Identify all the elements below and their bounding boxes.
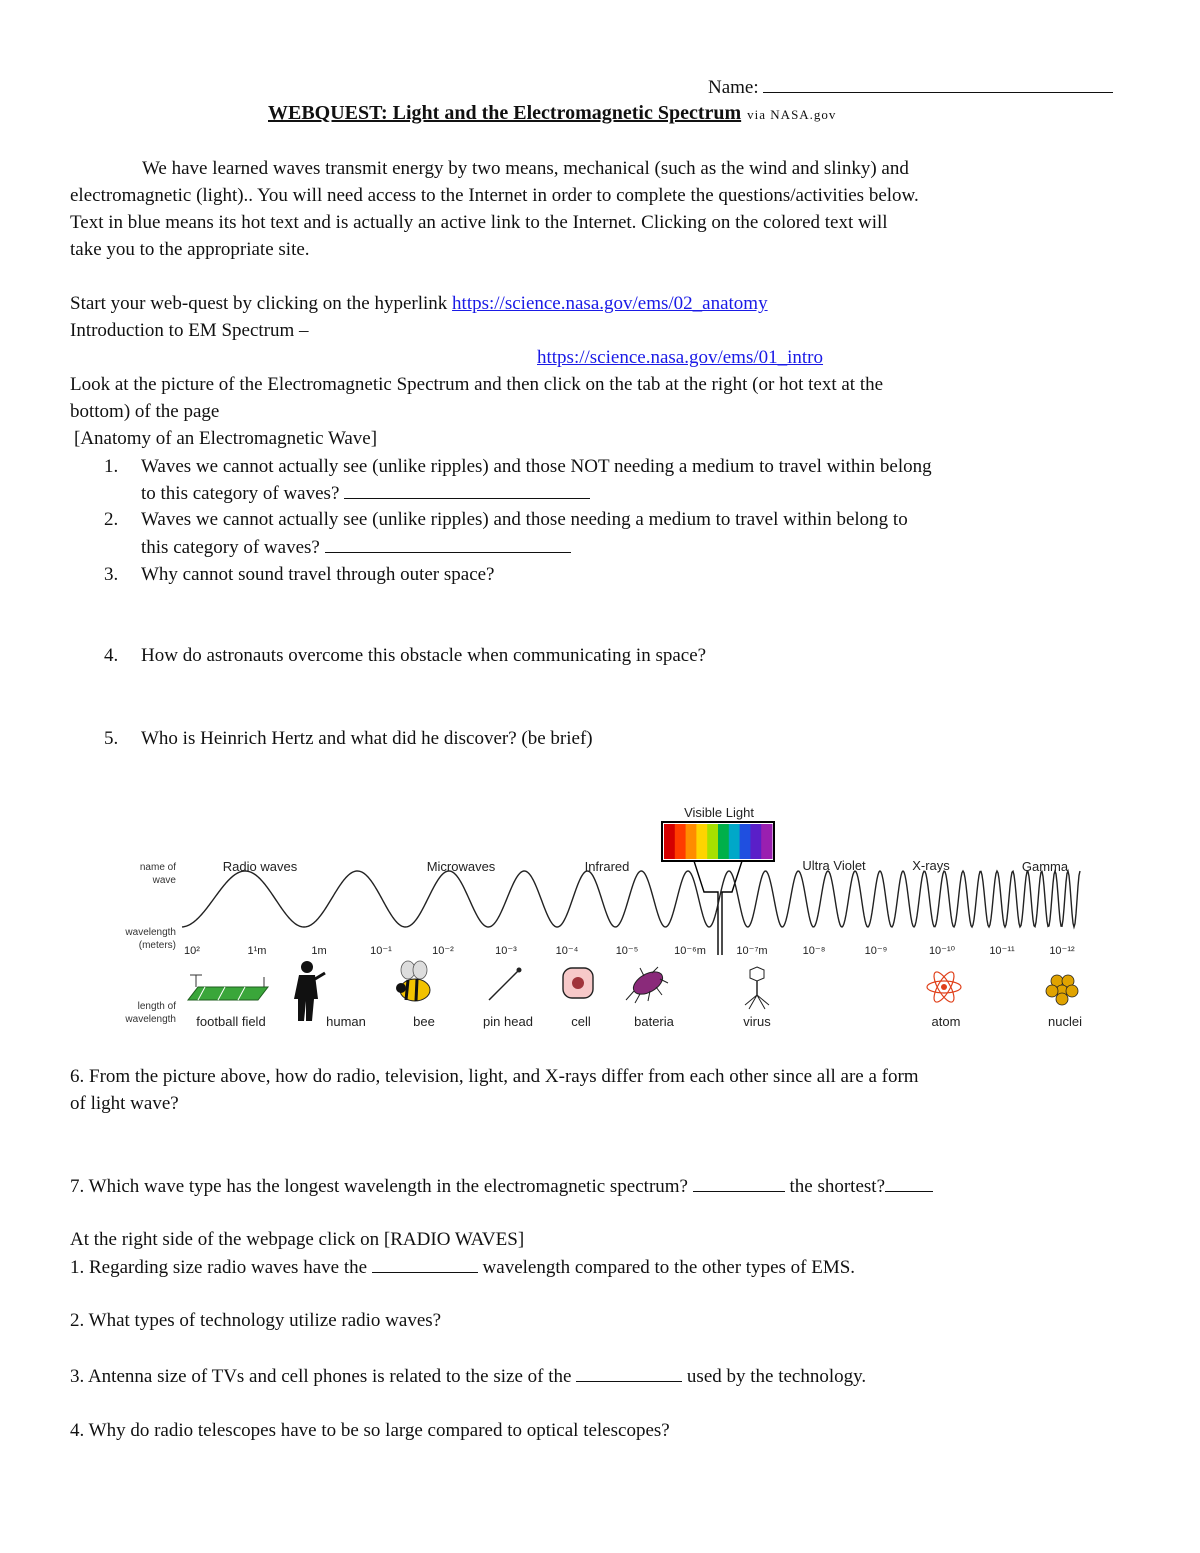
spectrum-bands xyxy=(664,824,773,859)
start-text: Start your web-quest by clicking on the hyperlink xyxy=(70,293,453,314)
anatomy-link[interactable]: https://science.nasa.gov/ems/02_anatomy xyxy=(452,293,768,314)
spectrum-band xyxy=(718,824,729,859)
wavelength-tick-label: 10⁻⁶m xyxy=(674,945,706,957)
object-label: human xyxy=(326,1014,366,1029)
wave-name-ultraviolet: Ultra Violet xyxy=(802,858,866,873)
look-line-1: Look at the picture of the Electromagnetic Spectrum and then click on the tab at the right (or hot text at the xyxy=(70,374,884,395)
intro-line-2: electromagnetic (light).. You will need access to the Internet in order to complete the questions/activities below. xyxy=(70,185,919,206)
object-label: atom xyxy=(931,1014,961,1029)
answer-blank[interactable] xyxy=(344,480,590,499)
question-text: Why cannot sound travel through outer space? xyxy=(141,564,495,585)
spectrum-band xyxy=(750,824,761,859)
wavelength-tick-label: 1¹m xyxy=(247,945,267,957)
spectrum-band xyxy=(686,824,697,859)
wavelength-tick-label: 10⁻⁷m xyxy=(736,945,768,957)
object-label: virus xyxy=(743,1014,771,1029)
question-6-line-1: 6. From the picture above, how do radio, television, light, and X-rays differ from each other since all are a form xyxy=(70,1066,919,1087)
question-number: 2. xyxy=(104,509,119,530)
antenna-blank[interactable] xyxy=(576,1363,682,1382)
object-label: bee xyxy=(413,1014,435,1029)
question-text-cont: to this category of waves? xyxy=(141,480,590,507)
row-label-name-2: wave xyxy=(152,875,176,886)
name-blank[interactable] xyxy=(763,74,1113,93)
question-7: 7. Which wave type has the longest wavelength in the electromagnetic spectrum? the shortest? xyxy=(70,1173,933,1200)
em-wave-curve xyxy=(182,871,1080,927)
bee-icon xyxy=(396,961,430,1001)
spectrum-band xyxy=(729,824,740,859)
wavelength-tick-label: 10⁻² xyxy=(432,945,454,957)
atom-icon xyxy=(927,969,961,1004)
bacteria-icon xyxy=(626,967,668,1003)
longest-blank[interactable] xyxy=(693,1173,785,1192)
intro-line-3: Text in blue means its hot text and is actually an active link to the Internet. Clicking on the colored text will xyxy=(70,212,888,233)
virus-icon xyxy=(745,967,769,1009)
question-text: Who is Heinrich Hertz and what did he discover? (be brief) xyxy=(141,728,593,749)
answer-blank[interactable] xyxy=(325,534,571,553)
object-label: bateria xyxy=(634,1014,674,1029)
nuclei-icon xyxy=(1046,975,1078,1005)
question-number: 5. xyxy=(104,728,119,749)
wavelength-tick-label: 10⁻⁵ xyxy=(615,945,639,957)
wavelength-tick-label: 10⁻¹² xyxy=(1049,945,1075,957)
radio-question-3: 3. Antenna size of TVs and cell phones is related to the size of the used by the technology. xyxy=(70,1363,866,1390)
question-6-line-2: of light wave? xyxy=(70,1093,179,1114)
question-text: Waves we cannot actually see (unlike ripples) and those needing a medium to travel within belong to xyxy=(141,509,908,530)
wave-name-xrays: X-rays xyxy=(912,858,950,873)
section-anatomy-label: [Anatomy of an Electromagnetic Wave] xyxy=(74,428,378,449)
visible-pointer-left xyxy=(694,861,718,955)
question-number: 3. xyxy=(104,564,119,585)
wave-name-gamma: Gamma xyxy=(1021,859,1069,874)
question-number: 4. xyxy=(104,645,119,666)
wavelength-tick-label: 10⁻⁴ xyxy=(555,945,579,957)
wavelength-tick-label: 10⁻¹⁰ xyxy=(928,945,956,957)
via-source: via NASA.gov xyxy=(747,107,837,122)
question-text-cont: this category of waves? xyxy=(141,534,571,561)
wavelength-tick-label: 10⁻⁹ xyxy=(864,945,888,957)
wave-name-infrared: Infrared xyxy=(584,859,630,874)
object-label: cell xyxy=(571,1014,591,1029)
human-icon xyxy=(294,961,325,1021)
radio-waves-intro: At the right side of the webpage click on [RADIO WAVES] xyxy=(70,1229,525,1250)
radio-question-1: 1. Regarding size radio waves have the wavelength compared to the other types of EMS. xyxy=(70,1254,855,1281)
name-line xyxy=(708,74,1113,101)
name-label: Name: xyxy=(708,77,764,98)
spectrum-band xyxy=(696,824,707,859)
size-blank[interactable] xyxy=(372,1254,478,1273)
spectrum-band xyxy=(761,824,772,859)
intro-em-label: Introduction to EM Spectrum – xyxy=(70,320,309,341)
wave-name-microwaves: Microwaves xyxy=(426,859,496,874)
radio-question-4: 4. Why do radio telescopes have to be so large compared to optical telescopes? xyxy=(70,1420,670,1441)
wavelength-tick-label: 10⁻³ xyxy=(495,945,517,957)
visible-light-label: Visible Light xyxy=(684,805,754,820)
wavelength-tick-label: 10² xyxy=(184,945,200,957)
look-line-2: bottom) of the page xyxy=(70,401,220,422)
wave-names xyxy=(223,858,1069,874)
wavelength-tick-label: 10⁻¹ xyxy=(370,945,392,957)
intro-line-4: take you to the appropriate site. xyxy=(70,239,310,260)
intro-line-1: We have learned waves transmit energy by two means, mechanical (such as the wind and slinky) and xyxy=(142,158,909,179)
object-labels xyxy=(196,1014,1082,1029)
spectrum-band xyxy=(675,824,686,859)
wave-name-radio: Radio waves xyxy=(222,859,298,874)
worksheet-title-row xyxy=(268,100,836,128)
object-label: nuclei xyxy=(1048,1014,1082,1029)
object-label: pin head xyxy=(483,1014,533,1029)
intro-link[interactable]: https://science.nasa.gov/ems/01_intro xyxy=(537,347,824,368)
cell-icon xyxy=(563,968,593,998)
pin-head-icon xyxy=(489,968,522,1001)
wavelength-tick-label: 10⁻⁸ xyxy=(802,945,826,957)
spectrum-band xyxy=(740,824,751,859)
spectrum-band xyxy=(707,824,718,859)
em-spectrum-diagram xyxy=(0,795,1200,1040)
object-label: football field xyxy=(196,1014,266,1029)
row-label-wavelength-1: wavelength xyxy=(125,927,176,938)
wavelength-tick-label: 10⁻¹¹ xyxy=(989,945,1015,957)
wavelength-tick-label: 1m xyxy=(311,945,327,957)
football-field-icon xyxy=(188,975,268,1000)
question-text: How do astronauts overcome this obstacle when communicating in space? xyxy=(141,645,707,666)
row-label-name-1: name of xyxy=(139,862,176,873)
row-label-length-1: length of xyxy=(137,1001,176,1012)
question-number: 1. xyxy=(104,456,119,477)
page-title: WEBQUEST: Light and the Electromagnetic Spectrum xyxy=(268,102,742,124)
spectrum-band xyxy=(664,824,675,859)
start-line xyxy=(70,291,768,317)
shortest-blank[interactable] xyxy=(885,1173,933,1192)
wavelength-scale xyxy=(184,945,1075,957)
radio-question-2: 2. What types of technology utilize radio waves? xyxy=(70,1310,442,1331)
row-label-wavelength-2: (meters) xyxy=(138,940,176,951)
question-text: Waves we cannot actually see (unlike ripples) and those NOT needing a medium to travel within belong xyxy=(141,456,932,477)
row-label-length-2: wavelength xyxy=(125,1014,176,1025)
